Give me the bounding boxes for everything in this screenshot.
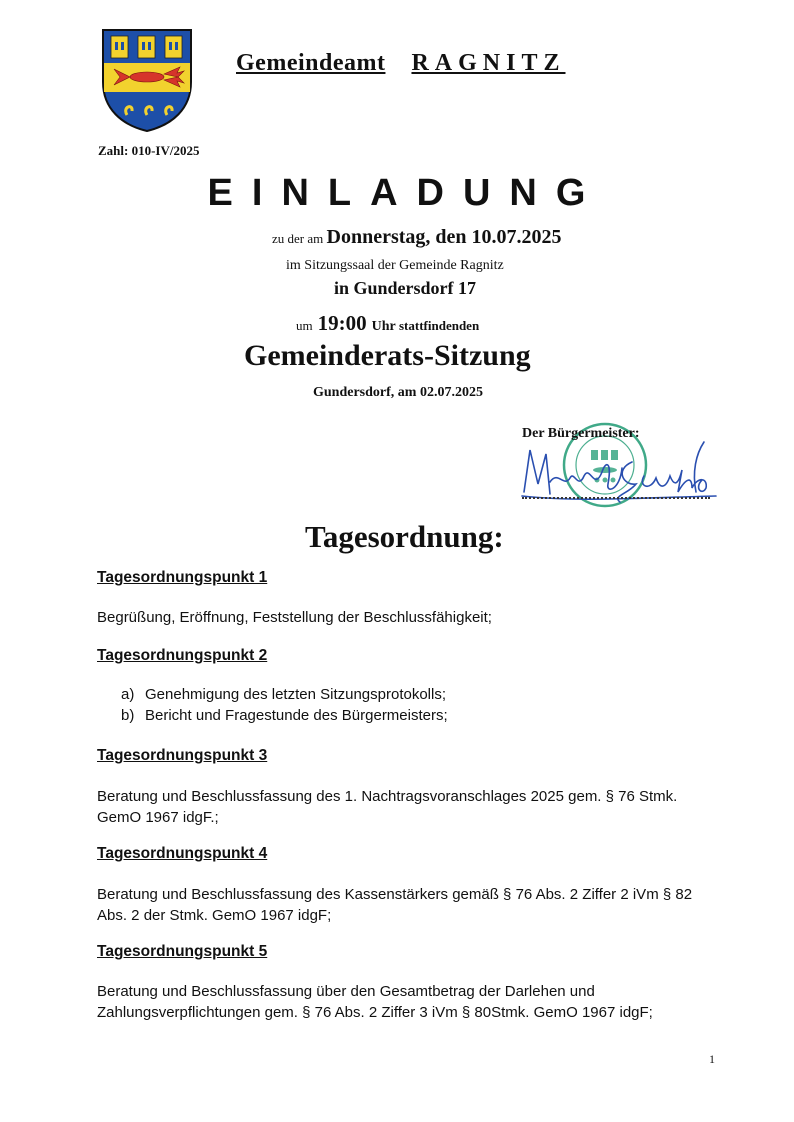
agenda-item-5-text: Beratung und Beschlussfassung über den Gesamtbetrag der Darlehen und Zahlungsverpflichtungen gem. § 76 Abs. 2 Ziffer 3 iVm § 80Stmk. GemO 1967 idgF; — [97, 983, 653, 1021]
agenda-title: Tagesordnung: — [305, 519, 504, 554]
meeting-time-line — [296, 311, 479, 336]
meeting-date-line — [272, 226, 562, 249]
agenda-item-3-text: Beratung und Beschlussfassung des 1. Nachtragsvoranschlages 2025 gem. § 76 Stmk. GemO 1967 idgF.; — [97, 788, 678, 826]
agenda-item-4-text: Beratung und Beschlussfassung des Kassenstärkers gemäß § 76 Abs. 2 Ziffer 2 iVm § 82 Abs. 2 der Stmk. GemO 1967 idgF; — [97, 886, 693, 924]
place-date: Gundersdorf, am 02.07.2025 — [313, 385, 483, 400]
meeting-name: Gemeinderats-Sitzung — [244, 339, 531, 372]
agenda-item-4-heading: Tagesordnungspunkt 4 — [97, 845, 268, 862]
subitem-label: b) — [121, 707, 135, 724]
time-suffix: stattfindenden — [399, 318, 480, 333]
page-number: 1 — [709, 1052, 715, 1066]
time-unit: Uhr — [371, 319, 396, 334]
signature-line — [522, 497, 710, 499]
invitation-title: EINLADUNG — [207, 172, 605, 214]
agenda-item-5-heading: Tagesordnungspunkt 5 — [97, 943, 268, 960]
subitem-text: Bericht und Fragestunde des Bürgermeisters; — [145, 707, 448, 724]
agenda-item-1-text: Begrüßung, Eröffnung, Feststellung der Beschlussfähigkeit; — [97, 609, 492, 626]
agenda-item-1-heading: Tagesordnungspunkt 1 — [97, 569, 268, 586]
mayor-label: Der Bürgermeister: — [522, 426, 640, 441]
agenda-item-2a — [121, 684, 446, 705]
office-place: RAGNITZ — [411, 50, 566, 76]
time-prefix: um — [296, 318, 313, 333]
venue-line: im Sitzungssaal der Gemeinde Ragnitz — [286, 258, 504, 273]
agenda-item-2b — [121, 705, 448, 726]
meeting-time: 19:00 — [317, 311, 367, 335]
coat-of-arms-logo — [100, 27, 194, 134]
venue-address: in Gundersdorf 17 — [334, 278, 477, 298]
date-prefix: zu der am — [272, 231, 324, 246]
office-label: Gemeindeamt — [236, 50, 386, 76]
office-heading — [236, 50, 566, 77]
meeting-date: Donnerstag, den 10.07.2025 — [326, 226, 562, 248]
subitem-text: Genehmigung des letzten Sitzungsprotokolls; — [145, 686, 447, 703]
agenda-item-2-heading: Tagesordnungspunkt 2 — [97, 647, 268, 664]
agenda-item-3-heading: Tagesordnungspunkt 3 — [97, 747, 268, 764]
reference-number: Zahl: 010-IV/2025 — [98, 143, 200, 158]
subitem-label: a) — [121, 686, 135, 703]
